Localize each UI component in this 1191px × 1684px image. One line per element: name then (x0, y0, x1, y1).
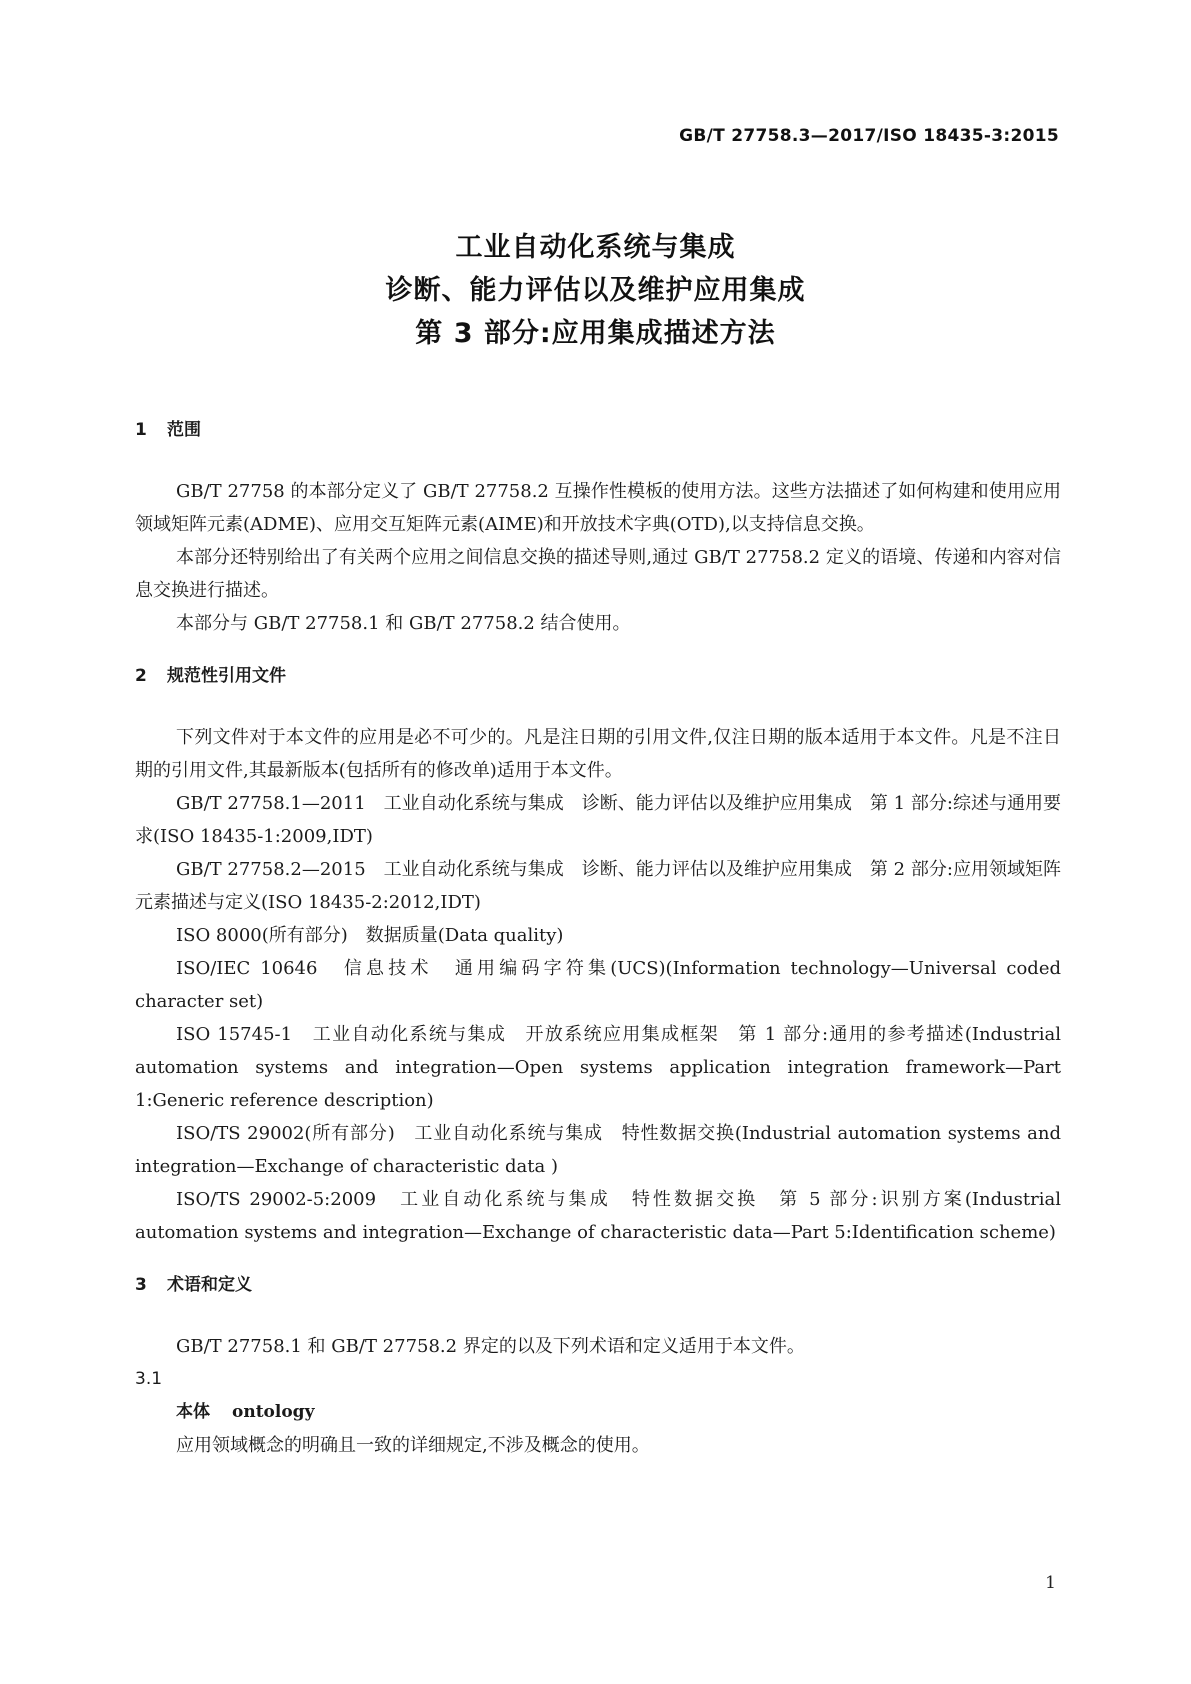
reference-item: ISO 8000(所有部分) 数据质量(Data quality) (176, 925, 564, 946)
section-heading-scope (135, 414, 1061, 447)
paragraph: 本部分还特别给出了有关两个应用之间信息交换的描述导则,通过 GB/T 27758.2 定义的语境、传递和内容对信息交换进行描述。 (135, 547, 1061, 601)
section-title: 术语和定义 (167, 1275, 252, 1295)
section-number: 1 (135, 420, 147, 440)
document-body (135, 414, 1061, 1462)
term-chinese: 本体 (176, 1402, 210, 1422)
standard-code: GB/T 27758.3—2017/ISO 18435-3:2015 (679, 126, 1059, 146)
section-heading-normative-references (135, 660, 1061, 693)
term-number: 3.1 (135, 1369, 163, 1389)
section-heading-terms (135, 1269, 1061, 1302)
document-title (0, 226, 1191, 355)
section-title: 规范性引用文件 (167, 666, 286, 686)
reference-item: ISO 15745-1 工业自动化系统与集成 开放系统应用集成框架 第 1 部分:通用的参考描述(Industrial automation systems and integration—Open systems application integration framework—Part 1:Generic reference description) (135, 1024, 1061, 1111)
title-line-3: 第 3 部分:应用集成描述方法 (415, 318, 776, 349)
reference-item: GB/T 27758.2—2015 工业自动化系统与集成 诊断、能力评估以及维护应用集成 第 2 部分:应用领域矩阵元素描述与定义(ISO 18435-2:2012,IDT) (135, 859, 1061, 913)
paragraph: 下列文件对于本文件的应用是必不可少的。凡是注日期的引用文件,仅注日期的版本适用于本文件。凡是不注日期的引用文件,其最新版本(包括所有的修改单)适用于本文件。 (135, 727, 1061, 781)
reference-item: ISO/TS 29002(所有部分) 工业自动化系统与集成 特性数据交换(Industrial automation systems and integration—Exchange of characteristic data ) (135, 1123, 1061, 1177)
paragraph: 本部分与 GB/T 27758.1 和 GB/T 27758.2 结合使用。 (176, 613, 631, 634)
paragraph: GB/T 27758.1 和 GB/T 27758.2 界定的以及下列术语和定义适用于本文件。 (176, 1336, 805, 1357)
reference-item: GB/T 27758.1—2011 工业自动化系统与集成 诊断、能力评估以及维护应用集成 第 1 部分:综述与通用要求(ISO 18435-1:2009,IDT) (135, 793, 1061, 847)
term-entry (135, 1396, 1061, 1429)
paragraph: GB/T 27758 的本部分定义了 GB/T 27758.2 互操作性模板的使用方法。这些方法描述了如何构建和使用应用领域矩阵元素(ADME)、应用交互矩阵元素(AIME)和开放技术字典(OTD),以支持信息交换。 (135, 481, 1061, 535)
title-line-1: 工业自动化系统与集成 (455, 232, 736, 263)
section-number: 3 (135, 1275, 147, 1295)
term-english: ontology (232, 1402, 315, 1422)
reference-item: ISO/IEC 10646 信息技术 通用编码字符集(UCS)(Information technology—Universal coded character set) (135, 958, 1061, 1012)
section-number: 2 (135, 666, 147, 686)
title-line-2: 诊断、能力评估以及维护应用集成 (385, 275, 806, 306)
term-definition: 应用领域概念的明确且一致的详细规定,不涉及概念的使用。 (176, 1435, 650, 1456)
section-title: 范围 (167, 420, 201, 440)
reference-item: ISO/TS 29002-5:2009 工业自动化系统与集成 特性数据交换 第 5 部分:识别方案(Industrial automation systems and integration—Exchange of characteristic data—Part 5:Identification scheme) (135, 1189, 1061, 1243)
page-number: 1 (1045, 1573, 1056, 1593)
